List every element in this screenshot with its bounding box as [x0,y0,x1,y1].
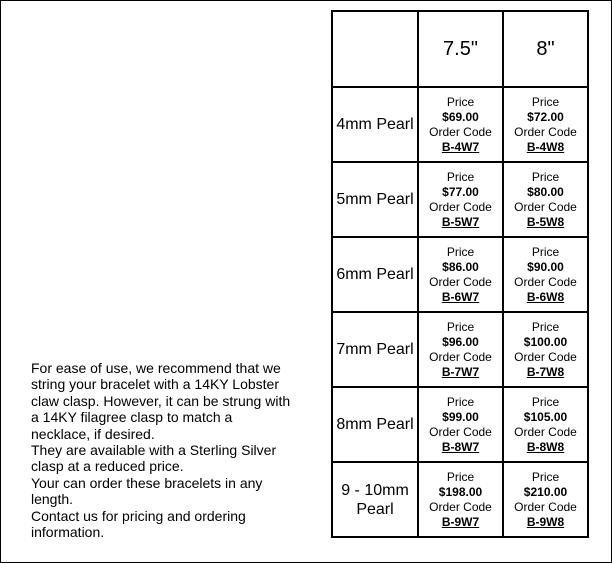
price-value: $99.00 [442,409,479,424]
price-rows [332,87,588,537]
price-cell-8 [503,462,588,537]
price-value: $77.00 [442,184,479,199]
price-cell-8 [503,87,588,162]
price-label: Price [531,319,560,334]
price-value: $100.00 [523,334,568,349]
order-code-label: Order Code [429,349,492,364]
price-cell-8 [503,162,588,237]
order-code-label: Order Code [514,349,577,364]
order-code-link[interactable]: B-8W7 [441,439,480,454]
table-row [332,87,588,162]
order-code-link[interactable]: B-7W8 [526,364,565,379]
order-code-label: Order Code [514,274,577,289]
price-label: Price [446,169,475,184]
table-row [332,387,588,462]
order-code-label: Order Code [429,424,492,439]
order-code-link[interactable]: B-5W7 [441,214,480,229]
price-label: Price [446,394,475,409]
info-length-paragraph: Your can order these bracelets in any length. [31,474,263,508]
price-cell-8 [503,312,588,387]
price-value: $86.00 [442,259,479,274]
price-value: $72.00 [527,109,564,124]
order-code-label: Order Code [429,199,492,214]
order-code-link[interactable]: B-6W8 [526,289,565,304]
order-code-link[interactable]: B-7W7 [441,364,480,379]
order-code-label: Order Code [429,274,492,289]
price-cell-7-5 [418,87,503,162]
header-length-8: 8" [503,11,588,87]
order-code-label: Order Code [514,124,577,139]
order-code-link[interactable]: B-5W8 [526,214,565,229]
price-label: Price [446,94,475,109]
price-cell-7-5 [418,237,503,312]
order-code-label: Order Code [514,424,577,439]
pearl-size-label: 5mm Pearl [332,162,418,237]
price-label: Price [531,394,560,409]
info-clasp-paragraph: For ease of use, we recommend that we string your bracelet with a 14KY Lobster claw clasp. However, it can be strung with a 14KY filagree clasp to match a necklace, if desired. [31,360,291,442]
price-label: Price [531,94,560,109]
order-code-label: Order Code [514,499,577,514]
price-cell-7-5 [418,387,503,462]
price-cell-7-5 [418,462,503,537]
pearl-size-label: 6mm Pearl [332,237,418,312]
price-cell-8 [503,387,588,462]
price-label: Price [531,469,560,484]
price-label: Price [446,319,475,334]
info-contact-paragraph: Contact us for pricing and ordering information. [31,507,246,541]
price-cell-8 [503,237,588,312]
price-value: $90.00 [527,259,564,274]
bracelet-info-text [31,360,293,540]
price-cell-7-5 [418,162,503,237]
table-row [332,237,588,312]
pearl-size-label: 7mm Pearl [332,312,418,387]
order-code-label: Order Code [429,124,492,139]
table-row [332,312,588,387]
order-code-link[interactable]: B-9W8 [526,514,565,529]
table-header-row [332,11,588,87]
price-value: $80.00 [527,184,564,199]
price-label: Price [531,244,560,259]
price-label: Price [446,469,475,484]
info-silver-paragraph: They are available with a Sterling Silver clasp at a reduced price. [31,442,277,475]
table-row [332,462,588,537]
pearl-size-label: 4mm Pearl [332,87,418,162]
order-code-link[interactable]: B-4W7 [441,139,480,154]
price-value: $198.00 [438,484,483,499]
header-length-7-5: 7.5" [418,11,503,87]
order-code-label: Order Code [514,199,577,214]
price-label: Price [531,169,560,184]
order-code-link[interactable]: B-6W7 [441,289,480,304]
pearl-size-label: 8mm Pearl [332,387,418,462]
price-cell-7-5 [418,312,503,387]
order-code-label: Order Code [429,499,492,514]
pearl-size-label: 9 - 10mm Pearl [332,462,418,537]
order-code-link[interactable]: B-8W8 [526,439,565,454]
price-value: $105.00 [523,409,568,424]
order-code-link[interactable]: B-4W8 [526,139,565,154]
pearl-bracelet-price-table [331,10,589,538]
price-value: $210.00 [523,484,568,499]
order-code-link[interactable]: B-9W7 [441,514,480,529]
header-corner-cell [332,11,418,87]
price-value: $69.00 [442,109,479,124]
table-row [332,162,588,237]
price-label: Price [446,244,475,259]
price-value: $96.00 [442,334,479,349]
